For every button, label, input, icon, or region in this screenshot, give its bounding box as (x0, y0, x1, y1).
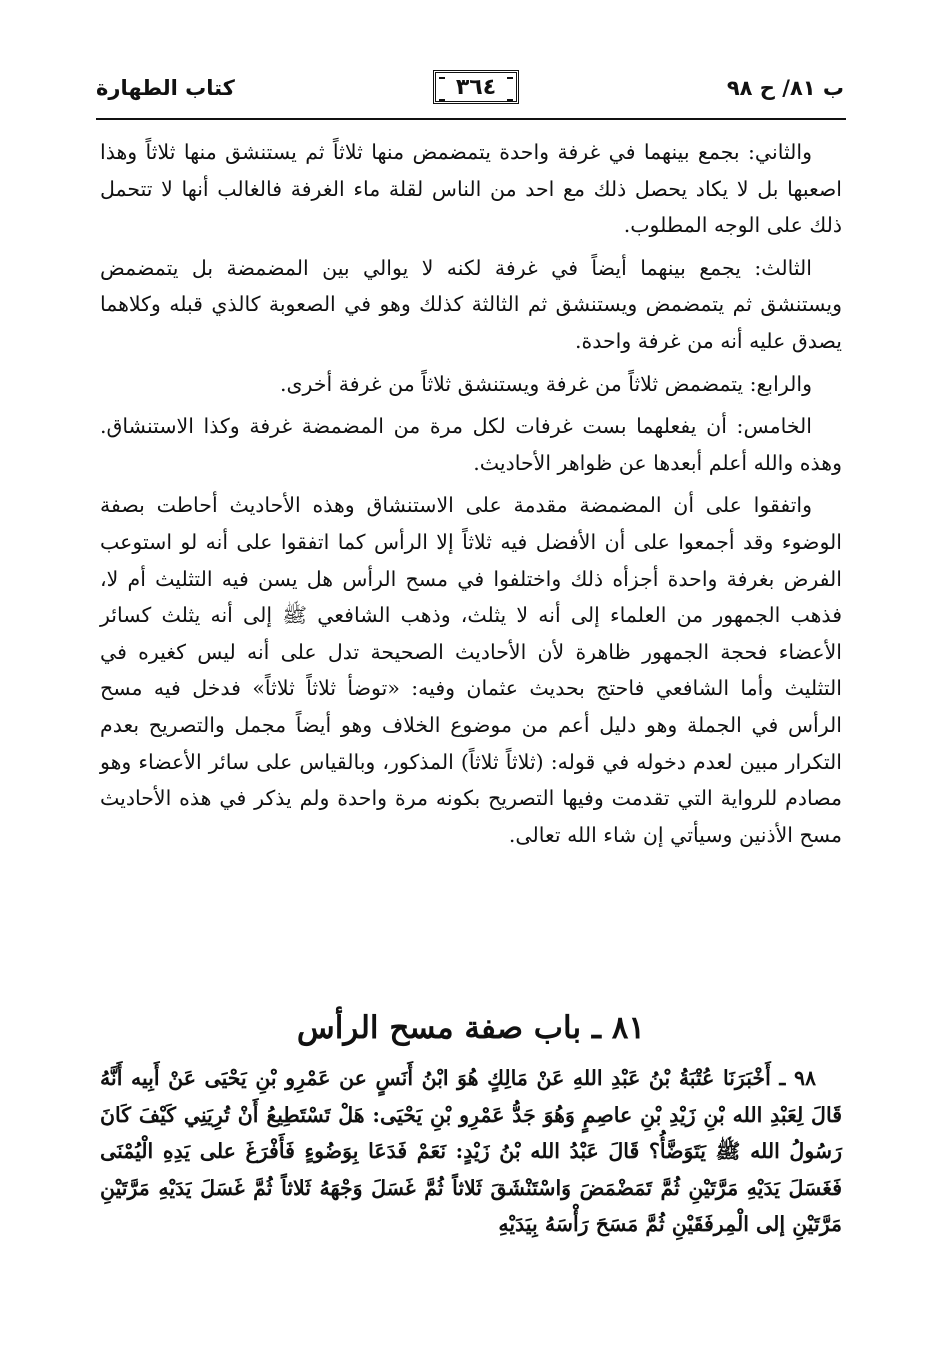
hadith-paragraph: ٩٨ ـ أَخْبَرَنَا عُتْبَةُ بْنُ عَبْدِ اللهِ عَنْ مَالِكٍ هُوَ ابْنُ أَنَسٍ عن عَمْرِو بْنِ يَحْيَى عَنْ أَبِيه أَنَّهُ قَالَ لِعَبْدِ الله بْنِ زَيْدِ بْنِ عاصِمٍ وَهُوَ جَدُّ عَمْرِو بْنِ يَحْيَى: هَلْ تَسْتَطِيعُ أَنْ تُرِيَنِي كَيْفَ كَانَ رَسُولُ الله ﷺ يَتَوَضَّأُ؟ قَالَ عَبْدُ الله بْنُ زَيْدٍ: نَعَمْ فَدَعَا بِوَضُوءٍ فَأَفْرَغَ على يَدِهِ الْيُمْنَى فَغَسَلَ يَدَيْهِ مَرَّتَيْنِ ثُمَّ تَمَضْمَضَ وَاسْتَنْشَقَ ثَلاثاً ثُمَّ غَسَلَ وَجْهَهُ ثَلاثاً ثُمَّ غَسَلَ يَدَيْهِ مَرَّتَيْنِ مَرَّتَيْنِ إلى الْمِرفَقَيْنِ ثُمَّ مَسَحَ رَأْسَهُ بِيَدَيْهِ (100, 1066, 842, 1236)
paragraph: والثاني: بجمع بينهما في غرفة واحدة يتمضمض منها ثلاثاً ثم يستنشق منها ثلاثاً وهذا اصعبها بل لا يكاد يحصل ذلك مع احد من الناس لقلة ماء الغرفة فالغالب أنها لا تتحمل ذلك على الوجه المطلوب. (100, 140, 842, 238)
page-number: ٣٦٤ (455, 74, 497, 100)
paragraph: الثالث: يجمع بينهما أيضاً في غرفة لكنه لا يوالي بين المضمضة بل يتمضمض ويستنشق ثم يتمضمض ويستنشق ثم الثالثة كذلك وهو في الصعوبة كالذي قبله وكلاهما يصدق عليه أنه من غرفة واحدة. (100, 255, 842, 353)
header-divider (96, 118, 846, 120)
page-header (96, 70, 844, 110)
paragraph: الخامس: أن يفعلهما بست غرفات لكل مرة من المضمضة غرفة وكذا الاستنشاق. وهذه والله أعلم أبعدها عن ظواهر الأحاديث. (100, 414, 842, 475)
commentary-text (100, 134, 842, 859)
hadith-text (100, 1060, 842, 1243)
page-number-box (433, 70, 519, 104)
paragraph: واتفقوا على أن المضمضة مقدمة على الاستنشاق وهذه الأحاديث أحاطت بصفة الوضوء وقد أجمعوا على أن الأفضل فيه ثلاثاً إلا الرأس كما اتفقوا على أنه لو استوعب الفرض بغرفة واحدة أجزأه ذلك واختلفوا في مسح الرأس هل يسن فيه التثليث أم لا، فذهب الجمهور من العلماء إلى أنه لا يثلث، وذهب الشافعي ﷺ إلى أنه يثلث كسائر الأعضاء فحجة الجمهور ظاهرة لأن الأحاديث الصحيحة تدل على أنه ليس كغيره في التثليث وأما الشافعي فاحتج بحديث عثمان وفيه: «توضأ ثلاثاً ثلاثاً» فدخل فيه مسح الرأس في الجملة وهو دليل أعم من موضوع الخلاف وهو أيضاً مجمل والتصريح بعدم التكرار مبين لعدم دخوله في قوله: (ثلاثاً ثلاثاً) المذكور، وبالقياس على سائر الأعضاء وهو مصادم للرواية التي تقدمت وفيها التصريح بكونه مرة واحدة ولم يذكر في هذه الأحاديث مسح الأذنين وسيأتي إن شاء الله تعالى. (100, 493, 842, 847)
section-reference: ب ٨١/ ح ٩٨ (726, 76, 844, 100)
chapter-heading: ٨١ ـ باب صفة مسح الرأس (296, 1010, 646, 1046)
book-title: كتاب الطهارة (96, 76, 235, 100)
paragraph: والرابع: يتمضمض ثلاثاً من غرفة ويستنشق ثلاثاً من غرفة أخرى. (280, 371, 812, 396)
